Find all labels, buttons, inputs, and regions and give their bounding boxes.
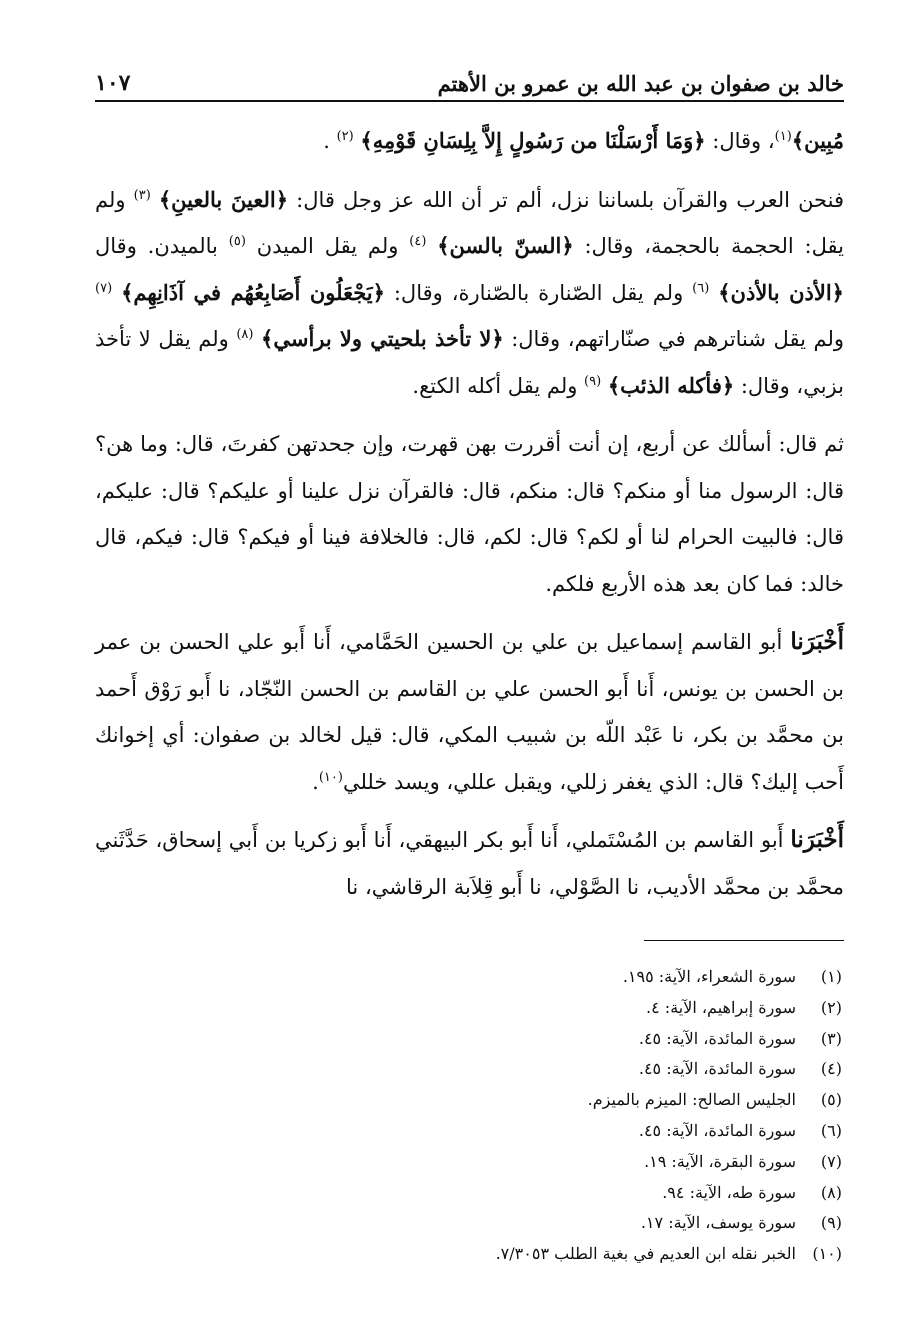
footnote-text: سورة طه، الآية: ٩٤. — [662, 1182, 796, 1202]
footnote-divider — [644, 940, 844, 941]
footnote-text: سورة إبراهيم، الآية: ٤. — [646, 997, 796, 1017]
footnote-ref-5: (٥) — [228, 234, 246, 249]
narration-lead: أَخْبَرَنا — [790, 826, 844, 853]
paragraph-1 — [95, 118, 844, 165]
quran-verse: ﴿لا تأخذ بلحيتي ولا برأسي﴾ — [261, 326, 504, 351]
footnote-ref-2: (٢) — [336, 129, 354, 144]
footnote — [95, 962, 842, 993]
footnote-number: (٢) — [820, 997, 842, 1017]
narration-lead: أَخْبَرَنا — [790, 628, 844, 655]
main-text — [95, 118, 844, 922]
footnote-number: (٩) — [820, 1213, 842, 1233]
paragraph-3: ثم قال: أسألك عن أربع، إن أنت أقررت بهن قهرت، وإن جحدتهن كفرتَ، قال: وما هن؟ قال: الرسول منا أو منكم؟ قال: منكم، قال: فالقرآن نزل علينا أو عليكم؟ قال: عليكم، قال: فالبيت الحرام لنا أو لكم؟ قال: لكم، قال: فالخلافة فينا أو فيكم؟ قال: فيكم، قال خالد: فما كان بعد هذه الأربع فلكم. — [95, 432, 844, 596]
footnote-ref-10: (١٠) — [318, 769, 343, 785]
text-segment: ولم يقل لا تأخذ بزبي، وقال: — [95, 327, 844, 398]
text-segment: ، وقال: — [705, 129, 775, 153]
footnote-ref-7: (٧) — [95, 280, 113, 296]
footnote-number: (٤) — [820, 1059, 842, 1079]
footnote — [95, 1239, 842, 1270]
quran-verse: ﴿السنّ بالسن﴾ — [437, 233, 574, 258]
quran-verse: ﴿فأكله الذئب﴾ — [607, 372, 735, 398]
footnote-text: سورة المائدة، الآية: ٤٥. — [638, 1120, 796, 1140]
footnote-ref-4: (٤) — [409, 234, 427, 249]
page-number: ١٠٧ — [95, 70, 131, 96]
text-segment: . — [312, 769, 319, 794]
footnote — [95, 1147, 842, 1178]
paragraph-2 — [95, 177, 844, 410]
text-segment: أَبو القاسم بن المُسْتَملي، أَنا أَبو بكر البيهقي، أَنا أَبو زكريا بن أَبي إسحاق، حَدَّثَني محمَّد بن محمَّد الأديب، نا الصَّوْلي، نا أَبو قِلاَبة الرقاشي، نا — [95, 828, 844, 899]
footnote — [95, 1116, 842, 1147]
footnote-text: سورة يوسف، الآية: ١٧. — [640, 1213, 796, 1233]
footnote-text: سورة المائدة، الآية: ٤٥. — [638, 1028, 796, 1048]
footnote-number: (١) — [820, 967, 842, 986]
quran-verse: ﴿يَجْعَلُون أَصَابِعُهُم في آذَانِهِم﴾ — [121, 279, 385, 305]
text-segment: ولم يقل: الحجمة بالحجمة، وقال: — [95, 187, 844, 258]
footnote-text: سورة البقرة، الآية: ١٩. — [644, 1151, 796, 1171]
text-segment: ولم يقل الصّنارة بالصّنارة، وقال: — [384, 280, 693, 305]
text-segment: ولم يقل أكله الكتع. — [412, 373, 585, 398]
text-segment: . — [323, 129, 337, 153]
footnotes — [95, 962, 842, 1270]
footnote-text: سورة المائدة، الآية: ٤٥. — [638, 1059, 796, 1079]
footnote-ref-6: (٦) — [692, 280, 710, 296]
quran-verse: ﴿العينَ بالعينِ﴾ — [158, 186, 289, 212]
footnote-text: الخبر نقله ابن العديم في بغية الطلب ٧/٣٠٥٣. — [495, 1244, 796, 1264]
footnote-number: (١٠) — [812, 1244, 842, 1264]
footnote-text: الجليس الصالح: الميزم بالميزم. — [587, 1090, 796, 1110]
footnote-ref-9: (٩) — [584, 373, 602, 389]
quran-verse: ﴿الأذن بالأذن﴾ — [718, 279, 844, 305]
footnote-number: (٣) — [820, 1028, 842, 1048]
paragraph-4 — [95, 619, 844, 805]
quran-verse: ﴿وَمَا أَرْسَلْنَا من رَسُولٍ إِلاَّ بِلِسَانِ قَوْمِهِ﴾ — [360, 128, 706, 153]
footnote — [95, 1208, 842, 1239]
page-header — [95, 62, 844, 102]
footnote-number: (٧) — [820, 1151, 842, 1171]
quran-fragment: مُبِين — [804, 128, 844, 153]
footnote — [95, 1054, 842, 1085]
paragraph-5 — [95, 817, 844, 910]
footnote — [95, 1024, 842, 1055]
footnote-number: (٥) — [820, 1090, 842, 1110]
footnote — [95, 1085, 842, 1116]
quran-bracket: ﴾ — [791, 128, 805, 153]
footnote — [95, 993, 842, 1024]
footnote — [95, 1178, 842, 1209]
footnote-ref-3: (٣) — [133, 187, 151, 203]
text-segment: أبو القاسم إسماعيل بن علي بن الحسين الحَمَّامي، أَنا أَبو علي الحسن بن عمر بن الحسن بن يونس، أَنا أَبو الحسن علي بن القاسم بن الحسن النّجّاد، نا أَبو رَوْق أَحمد بن محمَّد بن بكر، نا عَبْد اللّه بن شبيب المكي، قال: قيل لخالد بن صفوان: أي إخوانك أَحب إليك؟ قال: الذي يغفر زللي، ويقبل عللي، ويسد خللي — [95, 630, 844, 794]
footnote-number: (٨) — [820, 1182, 842, 1202]
footnote-ref-8: (٨) — [236, 327, 254, 342]
text-segment: فنحن العرب والقرآن بلساننا نزل، ألم تر أن الله عز وجل قال: — [288, 187, 844, 212]
footnote-number: (٦) — [820, 1120, 842, 1140]
text-segment: ولم يقل الميدن — [245, 234, 410, 258]
running-title: خالد بن صفوان بن عبد الله بن عمرو بن الأهتم — [437, 71, 844, 96]
footnote-ref-1: (١) — [774, 129, 792, 144]
text-segment: بالميدن. وقال — [95, 234, 229, 258]
footnote-text: سورة الشعراء، الآية: ١٩٥. — [622, 967, 796, 986]
text-segment: ولم يقل شناترهم في صنّاراتهم، وقال: — [503, 327, 844, 351]
